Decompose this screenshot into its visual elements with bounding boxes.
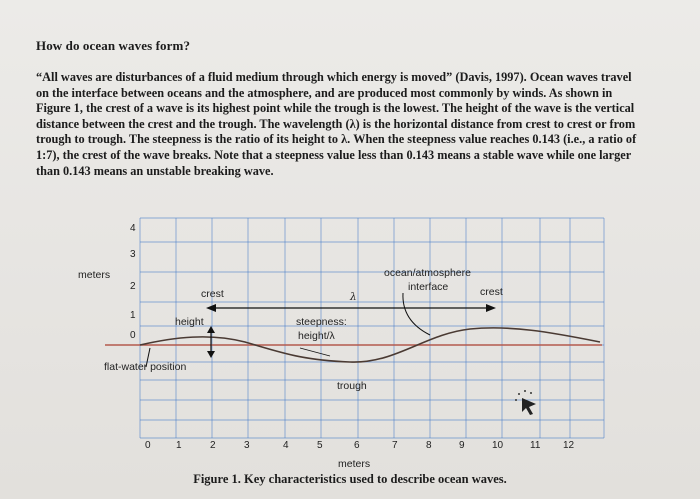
x-tick: 1 xyxy=(176,440,182,451)
x-tick: 8 xyxy=(426,440,432,451)
figure-grid xyxy=(140,218,604,438)
term-height: height xyxy=(465,101,499,116)
x-tick: 6 xyxy=(354,440,360,451)
y-tick: 2 xyxy=(130,281,136,292)
interface-label-line2: interface xyxy=(408,281,449,293)
paragraph-text: is the lowest. The xyxy=(369,101,466,116)
cursor-icon xyxy=(515,390,536,415)
x-tick: 10 xyxy=(492,440,504,451)
x-tick: 9 xyxy=(459,440,465,451)
term-steepness: steepness xyxy=(152,132,202,147)
x-tick: 11 xyxy=(530,440,541,451)
y-tick: 0 xyxy=(130,330,136,341)
x-tick: 3 xyxy=(244,440,250,451)
term-wavelength: wavelength (λ) xyxy=(282,116,360,131)
interface-pointer xyxy=(403,293,430,335)
arrowhead-up-icon xyxy=(207,326,215,333)
steepness-label-line1: steepness: xyxy=(296,316,347,328)
x-tick: 4 xyxy=(283,440,289,451)
x-tick: 12 xyxy=(563,440,575,451)
y-tick: 1 xyxy=(130,310,136,321)
height-label: height xyxy=(175,316,204,328)
flat-water-label: flat-water position xyxy=(104,361,187,373)
arrowhead-down-icon xyxy=(207,351,215,358)
x-tick: 0 xyxy=(145,440,151,451)
figure-caption: Figure 1. Key characteristics used to describe ocean waves. xyxy=(193,472,507,486)
steepness-pointer xyxy=(300,348,330,356)
x-axis-label: meters xyxy=(338,458,371,470)
arrowhead-right-icon xyxy=(486,304,496,312)
x-tick: 2 xyxy=(210,440,216,451)
paragraph-text: is the ratio of its height to λ. When the steepness value reaches 0.143 (i.e., a ratio of 1:7), the crest of the wave breaks. Note that a steepness value less than 0.143 means a stable wave while one larger than 0.143 means an unstable breaking wave. xyxy=(36,132,637,178)
paragraph-text: of a wave is its highest point while the xyxy=(130,101,335,116)
trough-label: trough xyxy=(337,380,367,392)
y-tick: 3 xyxy=(130,249,136,260)
paragraph-text: is the horizontal distance from crest to crest or from trough to trough. The xyxy=(36,116,636,147)
x-tick: 5 xyxy=(317,440,323,451)
paragraph-text: “All waves are disturbances of a fluid medium through which energy is moved” (Davis, 1997). Ocean waves travel on the interface between oceans and the atmosphere, and are produced most commonly by winds. As shown in Figure 1, the xyxy=(36,70,632,116)
section-heading: How do ocean waves form? xyxy=(36,38,191,53)
crest-label-right: crest xyxy=(480,286,503,298)
crest-label-left: crest xyxy=(201,288,224,300)
x-tick: 7 xyxy=(392,440,398,451)
y-tick: 4 xyxy=(130,223,136,234)
arrowhead-left-icon xyxy=(206,304,216,312)
lambda-label: λ xyxy=(350,291,357,303)
term-trough: trough xyxy=(334,101,370,116)
term-crest: crest xyxy=(105,101,131,116)
paragraph-text: of the wave is the vertical distance between the crest and the trough. The xyxy=(36,101,635,131)
y-axis-label: meters xyxy=(78,269,111,281)
steepness-label-line2: height/λ xyxy=(298,330,335,342)
interface-label-line1: ocean/atmosphere xyxy=(384,267,471,279)
